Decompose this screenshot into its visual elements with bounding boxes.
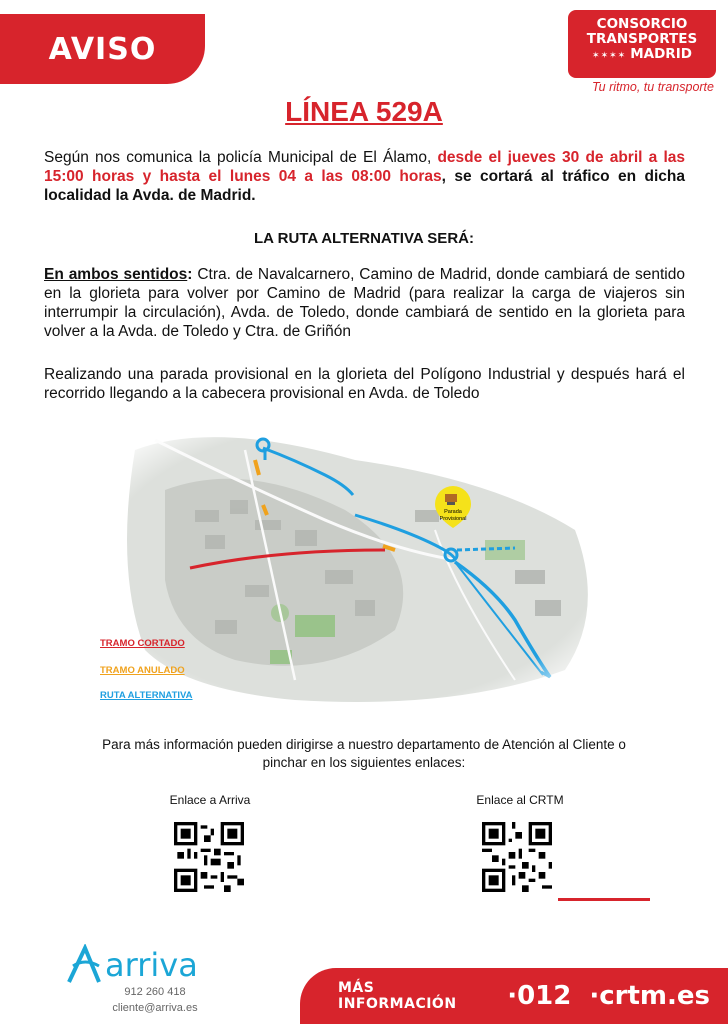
legend-tramo-cortado: TRAMO CORTADO — [100, 638, 185, 649]
crtm-qr-code[interactable] — [482, 822, 552, 892]
ctm-logo — [568, 10, 716, 78]
route-paragraph — [44, 265, 685, 341]
logo-stars-icon: ✶✶✶✶ — [592, 51, 627, 61]
notice-text-2: , se cortará al tráfico en dicha localidad la Avda. de Madrid. — [44, 168, 685, 204]
legend-tramo-anulado: TRAMO ANULADO — [100, 665, 185, 676]
page-title: LÍNEA 529A — [285, 96, 443, 127]
arriva-email[interactable]: cliente@arriva.es — [112, 1002, 198, 1014]
info-line-1: Para más información pueden dirigirse a nuestro departamento de Atención al Cliente o — [102, 737, 626, 752]
stop-paragraph: Realizando una parada provisional en la glorieta del Polígono Industrial y después hará el recorrido llegando a la cabecera provisional en Avda. de Toledo — [44, 366, 685, 402]
footer-website[interactable]: ·crtm.es — [589, 981, 710, 1011]
aviso-banner — [0, 14, 205, 84]
crtm-link-label: Enlace al CRTM — [476, 793, 564, 807]
decorative-red-line — [558, 898, 650, 901]
info-line-2: pinchar en los siguientes enlaces: — [262, 755, 466, 770]
arriva-link-label: Enlace a Arriva — [169, 793, 251, 807]
notice-dates: desde el jueves 30 de abril a las 15:00 horas y hasta el lunes 04 a las 08:00 horas — [44, 149, 686, 185]
arriva-phone: 912 260 418 — [124, 986, 186, 998]
logo-line-2: TRANSPORTES — [586, 31, 698, 47]
arriva-qr-code[interactable] — [174, 822, 244, 892]
arriva-wordmark: arriva — [105, 946, 198, 984]
route-lead: En ambos sentidos — [44, 266, 188, 283]
footer-phone: ·012 — [507, 981, 572, 1011]
alternative-route-heading: LA RUTA ALTERNATIVA SERÁ: — [254, 230, 474, 247]
arriva-swoosh-icon — [69, 948, 99, 982]
aviso-label: AVISO — [48, 31, 157, 67]
notice-text-1: Según nos comunica la policía Municipal de El Álamo, — [44, 149, 438, 166]
route-colon: : — [187, 266, 193, 283]
legend-ruta-alternativa: RUTA ALTERNATIVA — [100, 690, 193, 701]
route-text: Ctra. de Navalcarnero, Camino de Madrid, donde cambiará de sentido en la glorieta para volver por Camino de Madrid (para realizar la carga de viajeros sin interrumpir la circulación), Avda. de Toledo, donde cambiará de sentido en la glorieta para volver a la Avda. de Toledo y Ctra. de Griñón — [44, 266, 685, 340]
logo-line-3: MADRID — [630, 46, 692, 62]
logo-line-1: CONSORCIO — [596, 16, 688, 32]
ctm-tagline: Tu ritmo, tu transporte — [591, 80, 714, 94]
footer-more-info: MÁS INFORMACIÓN — [338, 980, 457, 1012]
info-text — [0, 736, 728, 772]
notice-paragraph — [44, 148, 685, 205]
footer-info-bar — [300, 968, 728, 1024]
